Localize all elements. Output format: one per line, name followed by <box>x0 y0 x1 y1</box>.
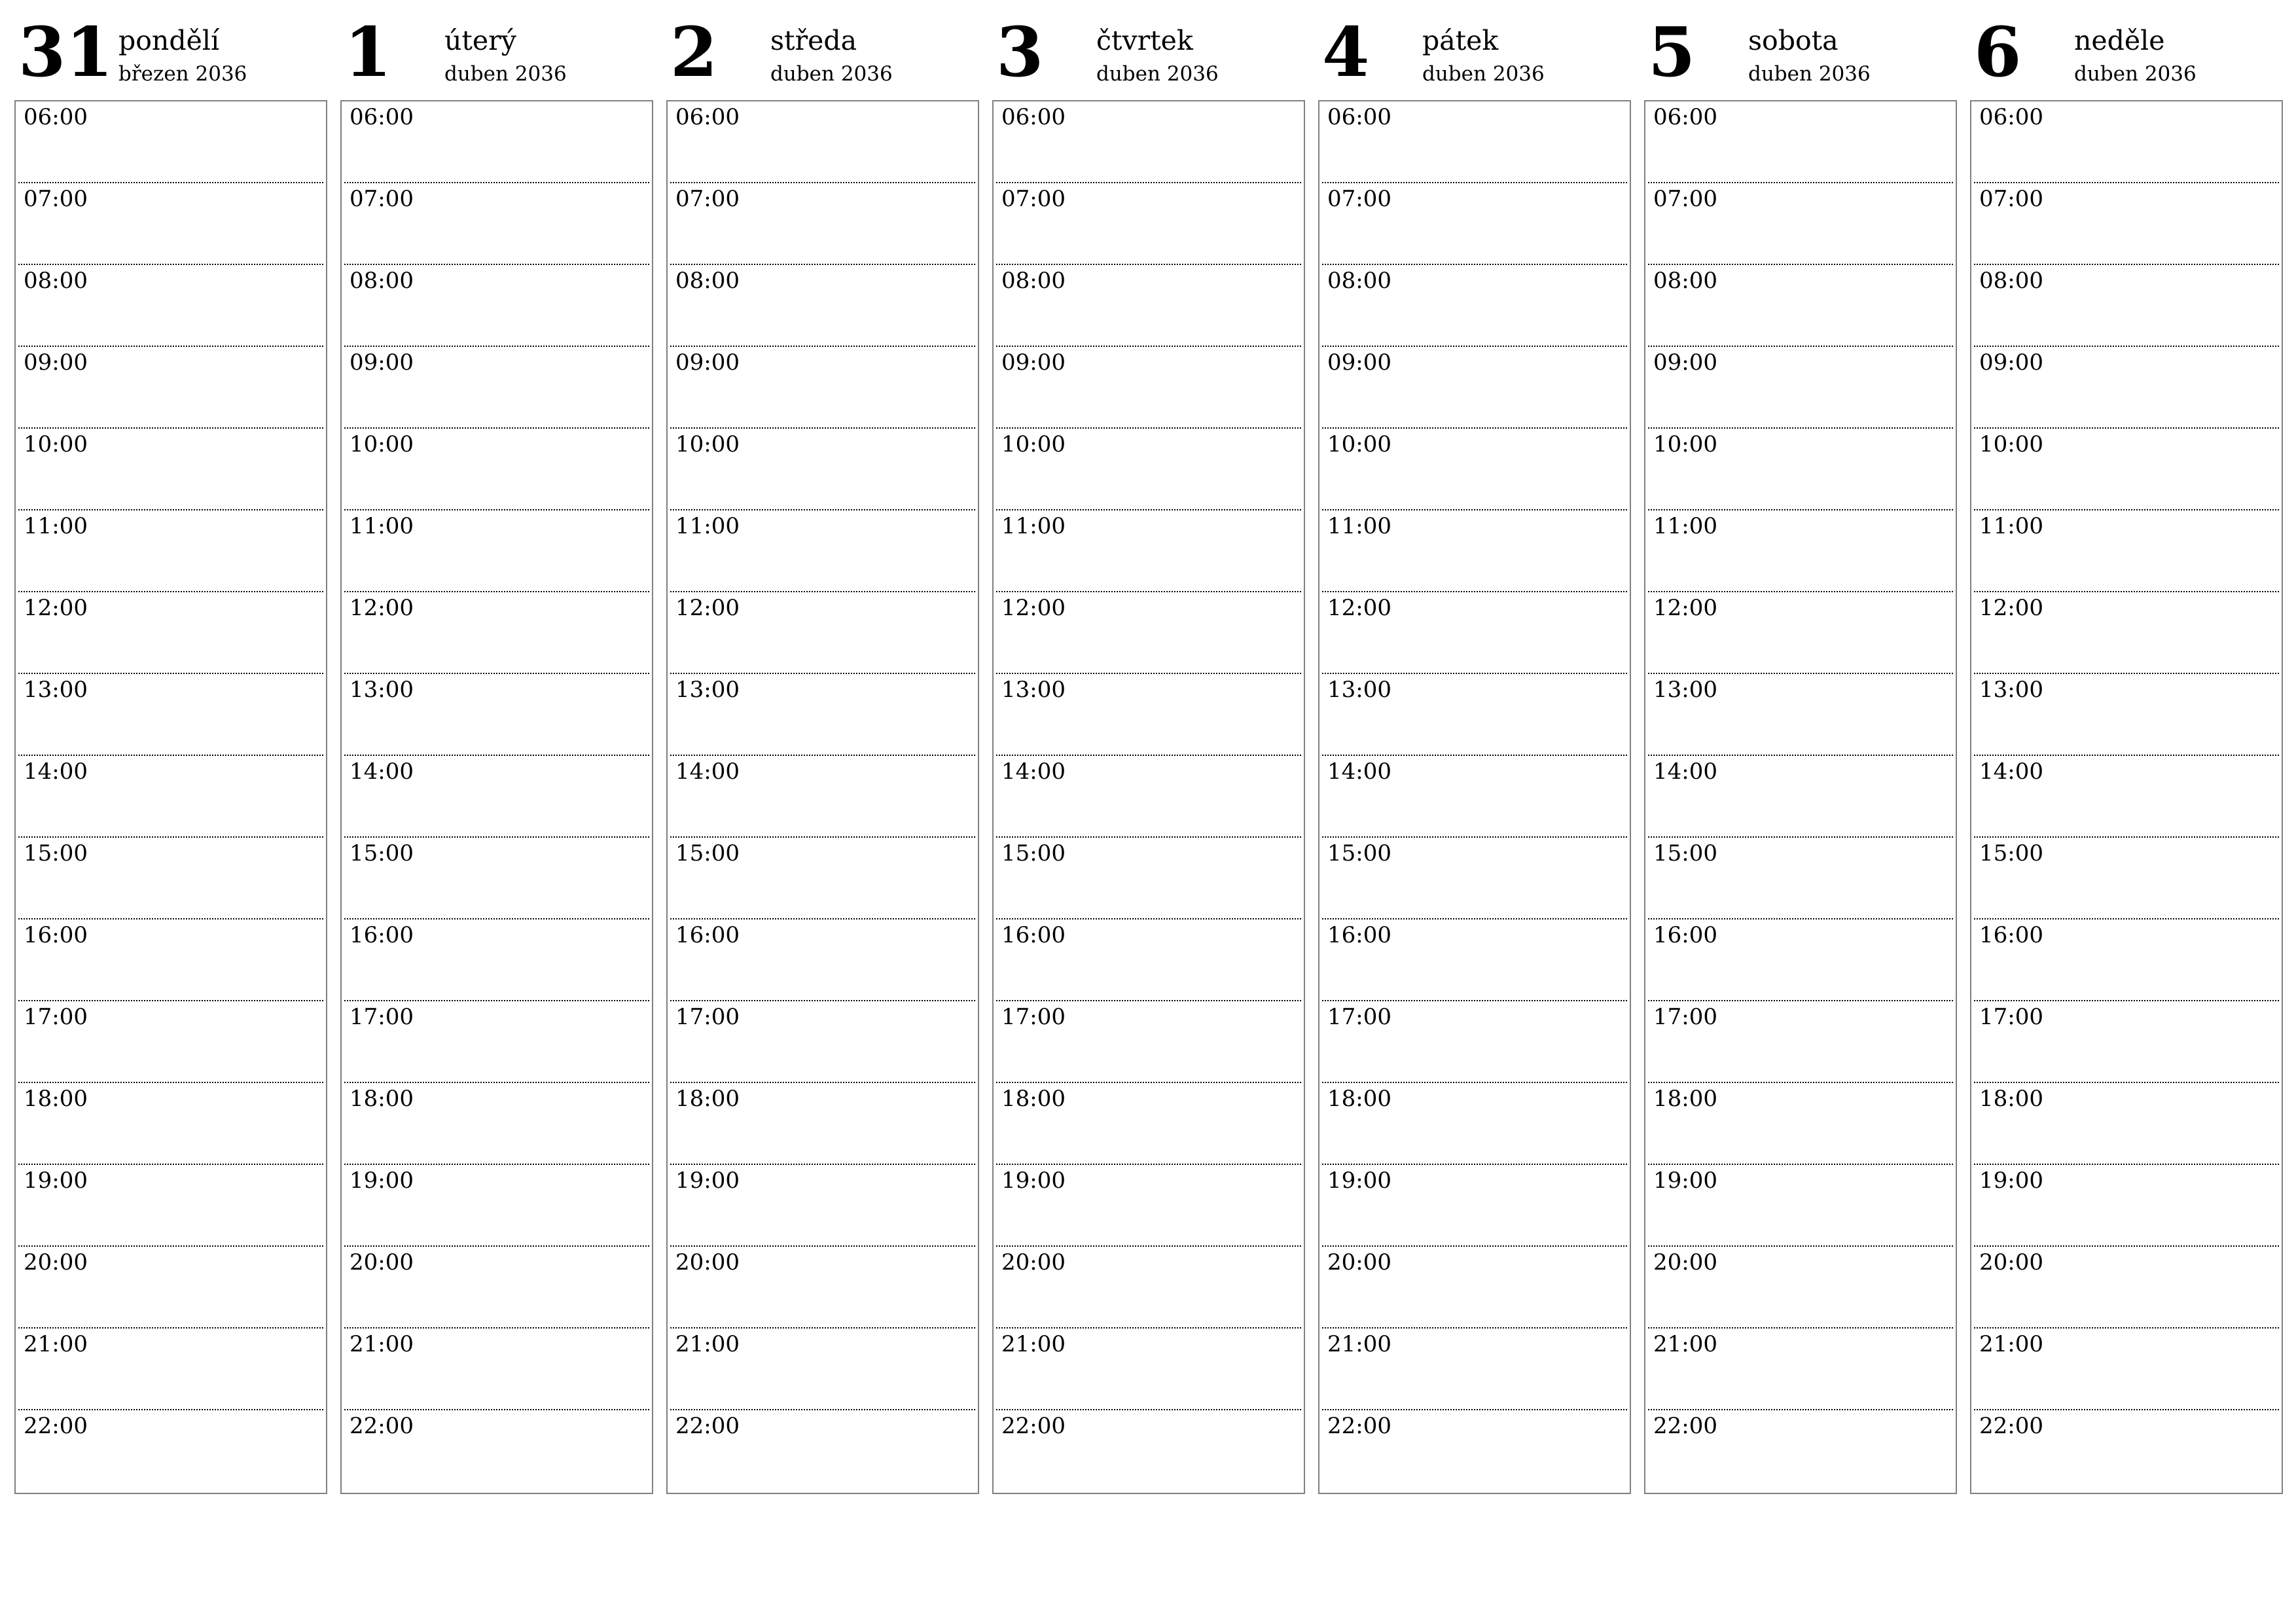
hour-label: 22:00 <box>1653 1413 1717 1439</box>
hour-label: 07:00 <box>1653 186 1717 212</box>
hour-slot[interactable] <box>1971 1410 2282 1492</box>
hour-label: 18:00 <box>24 1086 88 1112</box>
hour-label: 14:00 <box>1979 758 2043 785</box>
hour-label: 12:00 <box>24 595 88 621</box>
hour-label: 13:00 <box>1001 677 1066 703</box>
hour-label: 06:00 <box>1001 104 1066 130</box>
day-header <box>666 13 979 98</box>
hour-label: 08:00 <box>1327 268 1391 294</box>
hour-slot[interactable] <box>1971 265 2282 347</box>
hour-grid <box>1318 100 1631 1494</box>
hour-label: 10:00 <box>1979 431 2043 457</box>
day-name: pátek <box>1422 25 1499 56</box>
hour-slot[interactable] <box>342 1410 652 1492</box>
hour-grid <box>1970 100 2283 1494</box>
hour-label: 11:00 <box>1653 513 1717 539</box>
hour-label: 15:00 <box>1327 840 1391 866</box>
hour-slot[interactable] <box>16 510 326 592</box>
hour-label: 06:00 <box>24 104 88 130</box>
hour-label: 18:00 <box>675 1086 740 1112</box>
hour-slot[interactable] <box>994 1001 1304 1083</box>
hour-label: 06:00 <box>1979 104 2043 130</box>
hour-slot[interactable] <box>1319 265 1630 347</box>
hour-slot[interactable] <box>1971 1247 2282 1329</box>
day-number: 1 <box>344 12 392 92</box>
day-column <box>340 13 653 1499</box>
hour-slot[interactable] <box>1971 510 2282 592</box>
hour-label: 14:00 <box>675 758 740 785</box>
hour-label: 07:00 <box>675 186 740 212</box>
hour-slot[interactable] <box>994 838 1304 919</box>
hour-slot[interactable] <box>1645 1083 1956 1165</box>
day-month: březen 2036 <box>118 62 247 86</box>
hour-label: 11:00 <box>1979 513 2043 539</box>
hour-label: 09:00 <box>675 349 740 376</box>
hour-slot[interactable] <box>994 265 1304 347</box>
hour-slot[interactable] <box>1971 1329 2282 1410</box>
hour-slot[interactable] <box>994 1329 1304 1410</box>
hour-label: 20:00 <box>1001 1249 1066 1275</box>
hour-label: 13:00 <box>1979 677 2043 703</box>
hour-label: 17:00 <box>1001 1004 1066 1030</box>
hour-slot[interactable] <box>1645 1001 1956 1083</box>
hour-slot[interactable] <box>16 1329 326 1410</box>
hour-slot[interactable] <box>342 1083 652 1165</box>
hour-slot[interactable] <box>1645 756 1956 838</box>
day-month: duben 2036 <box>1422 62 1545 86</box>
hour-slot[interactable] <box>1645 1247 1956 1329</box>
hour-slot[interactable] <box>1971 1001 2282 1083</box>
day-month: duben 2036 <box>1748 62 1871 86</box>
hour-label: 17:00 <box>1327 1004 1391 1030</box>
hour-slot[interactable] <box>16 101 326 183</box>
hour-slot[interactable] <box>1319 183 1630 265</box>
hour-label: 15:00 <box>1001 840 1066 866</box>
day-month: duben 2036 <box>2074 62 2197 86</box>
day-header <box>992 13 1305 98</box>
hour-slot[interactable] <box>1319 1001 1630 1083</box>
hour-slot[interactable] <box>994 674 1304 756</box>
hour-slot[interactable] <box>342 592 652 674</box>
hour-label: 19:00 <box>1327 1168 1391 1194</box>
hour-slot[interactable] <box>1645 347 1956 429</box>
hour-label: 08:00 <box>1653 268 1717 294</box>
hour-slot[interactable] <box>668 838 978 919</box>
day-name: neděle <box>2074 25 2165 56</box>
hour-slot[interactable] <box>1971 592 2282 674</box>
hour-slot[interactable] <box>342 429 652 510</box>
hour-label: 12:00 <box>1327 595 1391 621</box>
hour-label: 15:00 <box>1979 840 2043 866</box>
hour-slot[interactable] <box>342 1247 652 1329</box>
hour-slot[interactable] <box>16 183 326 265</box>
hour-label: 10:00 <box>1001 431 1066 457</box>
hour-slot[interactable] <box>342 510 652 592</box>
hour-slot[interactable] <box>1319 592 1630 674</box>
hour-slot[interactable] <box>1645 183 1956 265</box>
hour-label: 07:00 <box>350 186 414 212</box>
hour-slot[interactable] <box>1971 1165 2282 1247</box>
hour-slot[interactable] <box>994 756 1304 838</box>
hour-label: 21:00 <box>24 1331 88 1357</box>
hour-slot[interactable] <box>668 265 978 347</box>
hour-label: 19:00 <box>675 1168 740 1194</box>
hour-label: 15:00 <box>24 840 88 866</box>
day-name: středa <box>770 25 857 56</box>
hour-slot[interactable] <box>1971 429 2282 510</box>
hour-slot[interactable] <box>342 101 652 183</box>
day-header <box>14 13 327 98</box>
hour-slot[interactable] <box>668 674 978 756</box>
hour-slot[interactable] <box>994 919 1304 1001</box>
hour-label: 17:00 <box>24 1004 88 1030</box>
day-column <box>1970 13 2283 1499</box>
hour-label: 13:00 <box>350 677 414 703</box>
hour-label: 22:00 <box>1979 1413 2043 1439</box>
hour-label: 14:00 <box>24 758 88 785</box>
hour-slot[interactable] <box>1971 101 2282 183</box>
hour-label: 08:00 <box>24 268 88 294</box>
day-name: úterý <box>444 25 516 56</box>
hour-slot[interactable] <box>994 592 1304 674</box>
hour-slot[interactable] <box>342 838 652 919</box>
hour-slot[interactable] <box>16 265 326 347</box>
hour-label: 21:00 <box>1327 1331 1391 1357</box>
hour-label: 06:00 <box>350 104 414 130</box>
hour-slot[interactable] <box>1319 347 1630 429</box>
day-column <box>1318 13 1631 1499</box>
hour-label: 15:00 <box>1653 840 1717 866</box>
day-month: duben 2036 <box>444 62 567 86</box>
hour-label: 16:00 <box>1979 922 2043 948</box>
hour-label: 17:00 <box>675 1004 740 1030</box>
hour-slot[interactable] <box>994 183 1304 265</box>
day-column <box>666 13 979 1499</box>
hour-label: 16:00 <box>350 922 414 948</box>
hour-label: 15:00 <box>350 840 414 866</box>
hour-label: 09:00 <box>1979 349 2043 376</box>
hour-label: 10:00 <box>24 431 88 457</box>
hour-slot[interactable] <box>342 347 652 429</box>
hour-slot[interactable] <box>1971 347 2282 429</box>
hour-slot[interactable] <box>668 1165 978 1247</box>
hour-slot[interactable] <box>16 1247 326 1329</box>
hour-slot[interactable] <box>1319 1083 1630 1165</box>
day-header <box>1318 13 1631 98</box>
hour-label: 22:00 <box>1327 1413 1391 1439</box>
hour-slot[interactable] <box>668 347 978 429</box>
hour-label: 13:00 <box>1327 677 1391 703</box>
hour-label: 21:00 <box>1979 1331 2043 1357</box>
hour-slot[interactable] <box>1645 838 1956 919</box>
hour-slot[interactable] <box>994 1083 1304 1165</box>
hour-label: 10:00 <box>1327 431 1391 457</box>
hour-label: 20:00 <box>350 1249 414 1275</box>
hour-label: 18:00 <box>1327 1086 1391 1112</box>
hour-label: 17:00 <box>1979 1004 2043 1030</box>
day-number: 6 <box>1974 12 2022 92</box>
hour-slot[interactable] <box>668 1001 978 1083</box>
hour-slot[interactable] <box>1645 1329 1956 1410</box>
hour-slot[interactable] <box>668 510 978 592</box>
hour-label: 19:00 <box>1653 1168 1717 1194</box>
hour-label: 22:00 <box>24 1413 88 1439</box>
hour-slot[interactable] <box>668 592 978 674</box>
hour-label: 06:00 <box>1327 104 1391 130</box>
hour-slot[interactable] <box>16 592 326 674</box>
hour-label: 18:00 <box>1979 1086 2043 1112</box>
hour-label: 20:00 <box>1327 1249 1391 1275</box>
hour-slot[interactable] <box>16 1001 326 1083</box>
day-column <box>992 13 1305 1499</box>
hour-slot[interactable] <box>16 919 326 1001</box>
hour-slot[interactable] <box>342 674 652 756</box>
hour-slot[interactable] <box>342 1001 652 1083</box>
hour-slot[interactable] <box>1319 1247 1630 1329</box>
hour-slot[interactable] <box>668 919 978 1001</box>
hour-label: 07:00 <box>1001 186 1066 212</box>
hour-slot[interactable] <box>1319 1410 1630 1492</box>
hour-label: 11:00 <box>350 513 414 539</box>
hour-slot[interactable] <box>342 183 652 265</box>
hour-label: 16:00 <box>1327 922 1391 948</box>
hour-label: 09:00 <box>1327 349 1391 376</box>
hour-slot[interactable] <box>994 1410 1304 1492</box>
hour-label: 08:00 <box>1979 268 2043 294</box>
hour-label: 22:00 <box>675 1413 740 1439</box>
hour-slot[interactable] <box>1319 756 1630 838</box>
hour-label: 12:00 <box>1653 595 1717 621</box>
hour-slot[interactable] <box>994 1165 1304 1247</box>
hour-label: 19:00 <box>1979 1168 2043 1194</box>
day-column <box>1644 13 1957 1499</box>
hour-label: 15:00 <box>675 840 740 866</box>
hour-label: 08:00 <box>675 268 740 294</box>
hour-slot[interactable] <box>668 1247 978 1329</box>
hour-slot[interactable] <box>1971 1083 2282 1165</box>
hour-slot[interactable] <box>1645 265 1956 347</box>
hour-slot[interactable] <box>994 1247 1304 1329</box>
hour-label: 18:00 <box>1653 1086 1717 1112</box>
hour-label: 10:00 <box>675 431 740 457</box>
hour-slot[interactable] <box>1645 1410 1956 1492</box>
hour-label: 14:00 <box>1327 758 1391 785</box>
hour-label: 07:00 <box>24 186 88 212</box>
day-number: 2 <box>670 12 718 92</box>
hour-label: 21:00 <box>1001 1331 1066 1357</box>
hour-slot[interactable] <box>1319 674 1630 756</box>
hour-slot[interactable] <box>1645 592 1956 674</box>
day-number: 31 <box>18 12 113 92</box>
hour-slot[interactable] <box>1319 429 1630 510</box>
hour-slot[interactable] <box>1319 1165 1630 1247</box>
hour-slot[interactable] <box>668 183 978 265</box>
hour-label: 11:00 <box>24 513 88 539</box>
day-month: duben 2036 <box>1096 62 1219 86</box>
day-number: 4 <box>1322 12 1370 92</box>
hour-label: 18:00 <box>350 1086 414 1112</box>
hour-label: 22:00 <box>1001 1413 1066 1439</box>
hour-label: 12:00 <box>350 595 414 621</box>
week-grid <box>14 13 2283 1499</box>
hour-label: 11:00 <box>1327 513 1391 539</box>
hour-slot[interactable] <box>668 429 978 510</box>
hour-label: 12:00 <box>1979 595 2043 621</box>
day-column <box>14 13 327 1499</box>
hour-slot[interactable] <box>16 756 326 838</box>
hour-slot[interactable] <box>342 1165 652 1247</box>
hour-slot[interactable] <box>1645 510 1956 592</box>
hour-slot[interactable] <box>16 1083 326 1165</box>
hour-label: 13:00 <box>1653 677 1717 703</box>
hour-slot[interactable] <box>16 1165 326 1247</box>
hour-slot[interactable] <box>1319 101 1630 183</box>
hour-label: 08:00 <box>350 268 414 294</box>
hour-slot[interactable] <box>16 1410 326 1492</box>
hour-label: 07:00 <box>1327 186 1391 212</box>
hour-slot[interactable] <box>668 1329 978 1410</box>
hour-label: 09:00 <box>24 349 88 376</box>
hour-label: 16:00 <box>1653 922 1717 948</box>
hour-label: 22:00 <box>350 1413 414 1439</box>
day-name: sobota <box>1748 25 1839 56</box>
hour-label: 06:00 <box>675 104 740 130</box>
hour-slot[interactable] <box>1971 838 2282 919</box>
hour-label: 12:00 <box>1001 595 1066 621</box>
hour-slot[interactable] <box>1319 919 1630 1001</box>
hour-label: 21:00 <box>350 1331 414 1357</box>
hour-slot[interactable] <box>1645 1165 1956 1247</box>
hour-slot[interactable] <box>994 101 1304 183</box>
day-header <box>340 13 653 98</box>
hour-label: 09:00 <box>1001 349 1066 376</box>
hour-label: 20:00 <box>1979 1249 2043 1275</box>
hour-label: 19:00 <box>1001 1168 1066 1194</box>
hour-grid <box>992 100 1305 1494</box>
hour-grid <box>1644 100 1957 1494</box>
hour-slot[interactable] <box>1971 674 2282 756</box>
hour-label: 13:00 <box>675 677 740 703</box>
hour-slot[interactable] <box>668 756 978 838</box>
hour-slot[interactable] <box>1971 756 2282 838</box>
hour-label: 10:00 <box>1653 431 1717 457</box>
hour-label: 13:00 <box>24 677 88 703</box>
hour-slot[interactable] <box>1319 838 1630 919</box>
hour-slot[interactable] <box>994 347 1304 429</box>
hour-label: 21:00 <box>675 1331 740 1357</box>
day-name: pondělí <box>118 25 220 56</box>
day-header <box>1970 13 2283 98</box>
hour-slot[interactable] <box>668 101 978 183</box>
hour-slot[interactable] <box>16 674 326 756</box>
hour-slot[interactable] <box>342 919 652 1001</box>
day-name: čtvrtek <box>1096 25 1193 56</box>
hour-slot[interactable] <box>1645 919 1956 1001</box>
hour-slot[interactable] <box>1645 101 1956 183</box>
hour-label: 16:00 <box>24 922 88 948</box>
hour-slot[interactable] <box>1319 1329 1630 1410</box>
hour-label: 21:00 <box>1653 1331 1717 1357</box>
hour-label: 10:00 <box>350 431 414 457</box>
hour-label: 16:00 <box>1001 922 1066 948</box>
day-number: 3 <box>996 12 1044 92</box>
hour-label: 09:00 <box>350 349 414 376</box>
hour-slot[interactable] <box>1645 429 1956 510</box>
hour-slot[interactable] <box>342 265 652 347</box>
hour-slot[interactable] <box>16 347 326 429</box>
hour-slot[interactable] <box>668 1410 978 1492</box>
hour-slot[interactable] <box>16 838 326 919</box>
hour-grid <box>340 100 653 1494</box>
hour-label: 19:00 <box>350 1168 414 1194</box>
hour-slot[interactable] <box>1645 674 1956 756</box>
hour-slot[interactable] <box>994 429 1304 510</box>
hour-slot[interactable] <box>16 429 326 510</box>
hour-label: 14:00 <box>350 758 414 785</box>
hour-slot[interactable] <box>1971 919 2282 1001</box>
hour-label: 18:00 <box>1001 1086 1066 1112</box>
hour-label: 14:00 <box>1001 758 1066 785</box>
hour-label: 17:00 <box>350 1004 414 1030</box>
hour-label: 07:00 <box>1979 186 2043 212</box>
hour-label: 11:00 <box>675 513 740 539</box>
hour-label: 17:00 <box>1653 1004 1717 1030</box>
hour-label: 08:00 <box>1001 268 1066 294</box>
day-number: 5 <box>1648 12 1696 92</box>
hour-label: 20:00 <box>24 1249 88 1275</box>
hour-slot[interactable] <box>1971 183 2282 265</box>
hour-label: 16:00 <box>675 922 740 948</box>
hour-slot[interactable] <box>342 1329 652 1410</box>
hour-grid <box>14 100 327 1494</box>
hour-label: 11:00 <box>1001 513 1066 539</box>
hour-slot[interactable] <box>668 1083 978 1165</box>
hour-label: 19:00 <box>24 1168 88 1194</box>
hour-label: 12:00 <box>675 595 740 621</box>
day-header <box>1644 13 1957 98</box>
hour-label: 06:00 <box>1653 104 1717 130</box>
hour-slot[interactable] <box>1319 510 1630 592</box>
hour-label: 09:00 <box>1653 349 1717 376</box>
hour-slot[interactable] <box>994 510 1304 592</box>
hour-label: 20:00 <box>1653 1249 1717 1275</box>
hour-grid <box>666 100 979 1494</box>
hour-label: 14:00 <box>1653 758 1717 785</box>
hour-label: 20:00 <box>675 1249 740 1275</box>
hour-slot[interactable] <box>342 756 652 838</box>
day-month: duben 2036 <box>770 62 893 86</box>
